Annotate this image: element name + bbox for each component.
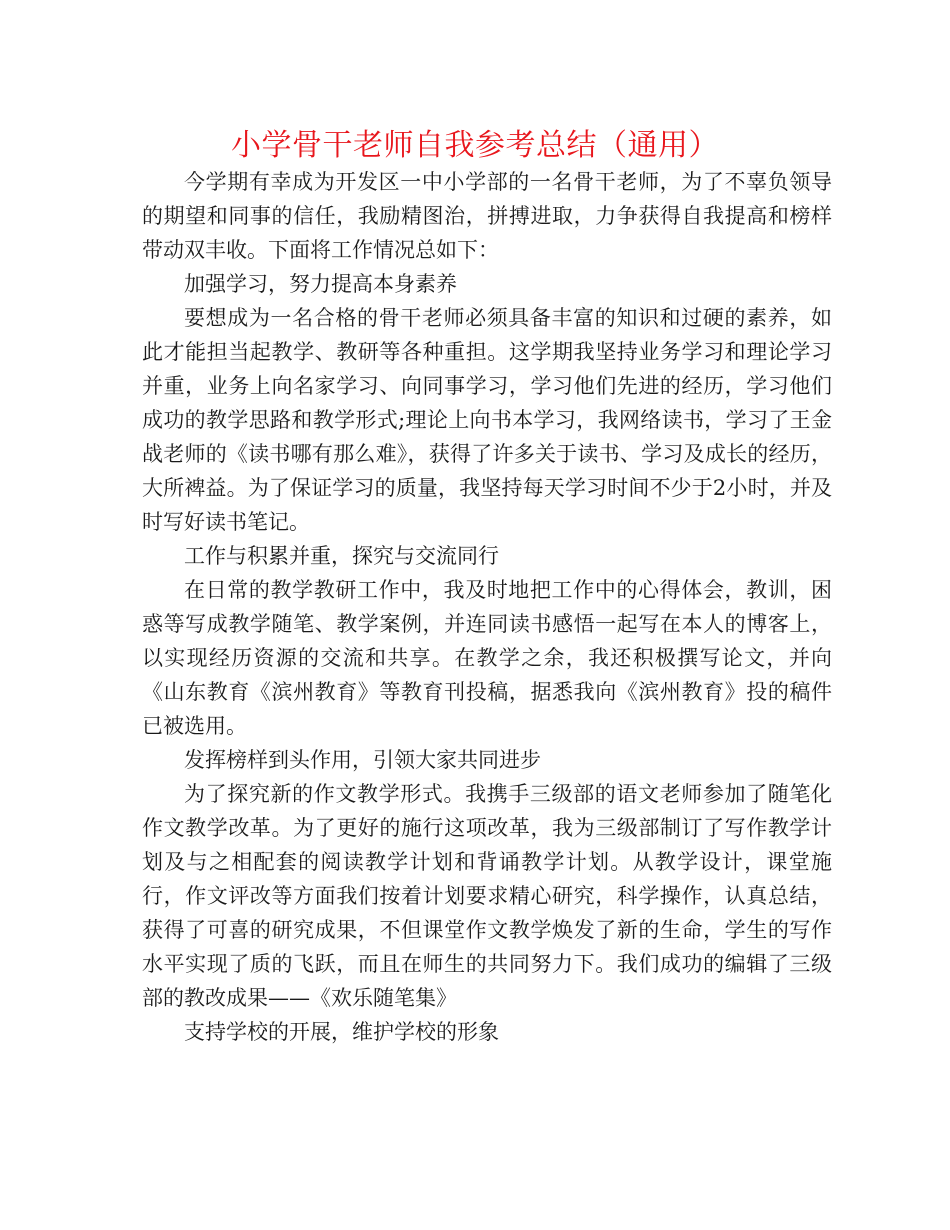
section-heading-work: 工作与积累并重，探究与交流同行 bbox=[184, 544, 499, 568]
paragraph-example: 为了探究新的作文教学形式。我携手三级部的语文老师参加了随笔化作文教学改革。为了更好的施行这项改革，我为三级部制订了写作教学计划及与之相配套的阅读教学计划和背诵教学计划。从教学设计，课堂施行，作文评改等方面我们按着计划要求精心研究，科学操作，认真总结，获得了可喜的研究成果，不但课堂作文教学焕发了新的生命，学生的写作水平实现了质的飞跃，而且在师生的共同努力下。我们成功的编辑了三级部的教改成果——《欢乐随笔集》 bbox=[142, 782, 832, 1010]
section-heading-example: 发挥榜样到头作用，引领大家共同进步 bbox=[184, 748, 541, 772]
document-body bbox=[142, 165, 832, 1049]
paragraph-study: 要想成为一名合格的骨干老师必须具备丰富的知识和过硬的素养，如此才能担当起教学、教研等各种重担。这学期我坚持业务学习和理论学习并重，业务上向名家学习、向同事学习，学习他们先进的经历，学习他们成功的教学思路和教学形式;理论上向书本学习，我网络读书，学习了王金战老师的《读书哪有那么难》，获得了许多关于读书、学习及成长的经历，大所裨益。为了保证学习的质量，我坚持每天学习时间不少于2小时，并及时写好读书笔记。 bbox=[142, 306, 832, 534]
section-heading-support: 支持学校的开展，维护学校的形象 bbox=[184, 1020, 499, 1044]
paragraph-intro: 今学期有幸成为开发区一中小学部的一名骨干老师，为了不辜负领导的期望和同事的信任，我励精图治，拼搏进取，力争获得自我提高和榜样带动双丰收。下面将工作情况总如下： bbox=[142, 170, 832, 262]
paragraph-work: 在日常的教学教研工作中，我及时地把工作中的心得体会，教训，困惑等写成教学随笔、教学案例，并连同读书感悟一起写在本人的博客上，以实现经历资源的交流和共享。在教学之余，我还积极撰写论文，并向《山东教育《滨州教育》等教育刊投稿，据悉我向《滨州教育》投的稿件已被选用。 bbox=[142, 578, 832, 738]
section-heading-study: 加强学习，努力提高本身素养 bbox=[184, 272, 457, 296]
document-title: 小学骨干老师自我参考总结（通用） bbox=[231, 128, 719, 163]
